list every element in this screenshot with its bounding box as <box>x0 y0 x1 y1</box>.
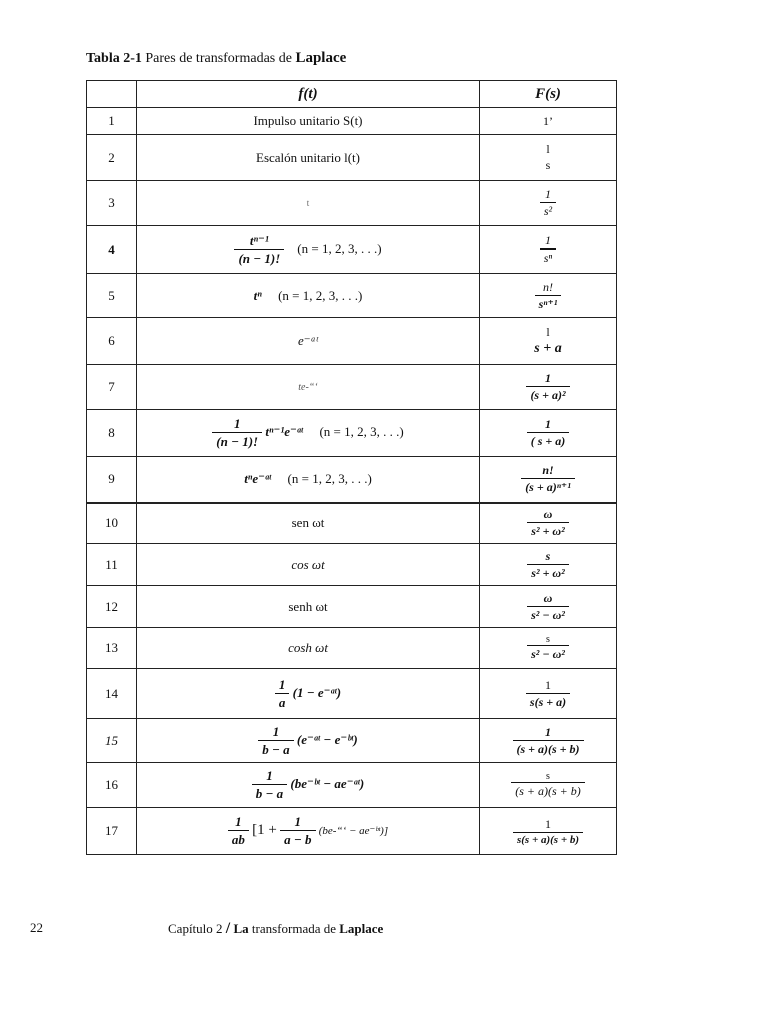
ft-range: (n = 1, 2, 3, . . .) <box>297 240 382 256</box>
row-number: 3 <box>87 181 137 226</box>
row-ft <box>137 719 480 763</box>
row-ft <box>137 226 480 274</box>
running-footer <box>168 920 383 938</box>
ft-numerator: 1 <box>272 723 280 739</box>
ft-text: senh ωt <box>288 598 328 614</box>
ft-text: Escalón unitario l(t) <box>256 149 360 165</box>
table-row <box>87 503 617 544</box>
footer-slash: / <box>225 920 231 937</box>
fs-fraction <box>527 417 570 449</box>
row-fs <box>480 628 617 669</box>
fs-text: 1’ <box>543 113 553 128</box>
table-row <box>87 135 617 181</box>
fs-fraction <box>527 634 569 662</box>
fs-numerator: 1 <box>544 233 551 247</box>
fs-numerator: n! <box>542 463 554 478</box>
row-fs <box>480 226 617 274</box>
fs-numerator: 1 <box>545 724 551 739</box>
ft-fraction <box>228 814 249 848</box>
row-ft <box>137 808 480 855</box>
ft-denominator: (n − 1)! <box>212 432 262 450</box>
table-row <box>87 719 617 763</box>
row-ft <box>137 135 480 181</box>
table-row <box>87 410 617 457</box>
ft-text: tⁿ <box>253 287 262 303</box>
row-ft <box>137 365 480 410</box>
ft-fraction <box>275 677 290 711</box>
row-fs <box>480 365 617 410</box>
fs-fraction <box>521 463 575 495</box>
row-ft <box>137 669 480 719</box>
row-number: 17 <box>87 808 137 855</box>
footer-la: La <box>233 921 249 936</box>
ft-fraction <box>234 233 284 267</box>
table-row <box>87 808 617 855</box>
row-fs <box>480 108 617 135</box>
ft-denominator: ab <box>228 830 249 848</box>
fs-numerator: ω <box>543 590 553 605</box>
fs-denominator: s² − ω² <box>527 645 569 662</box>
fs-denominator: s(s + a) <box>526 693 570 710</box>
row-ft <box>137 457 480 503</box>
ft-text: t <box>306 198 310 208</box>
table-row <box>87 669 617 719</box>
table-row <box>87 181 617 226</box>
header-num <box>87 81 137 108</box>
table-row <box>87 274 617 318</box>
ft-text: cos ωt <box>291 556 325 572</box>
row-fs <box>480 808 617 855</box>
row-fs <box>480 274 617 318</box>
ft-denominator: b − a <box>252 784 287 802</box>
fs-denominator: s + a <box>534 341 562 356</box>
fs-numerator: 1 <box>545 417 551 431</box>
row-ft <box>137 318 480 365</box>
row-fs <box>480 586 617 628</box>
table-row <box>87 628 617 669</box>
ft-tail: (be-“‘ − ae⁻ᵇᵗ)] <box>318 824 389 837</box>
fs-denominator: (s + a)(s + b) <box>511 782 585 799</box>
fs-numerator: 1 <box>545 187 551 201</box>
fs-numerator: l <box>546 142 550 156</box>
row-ft <box>137 763 480 808</box>
row-number: 2 <box>87 135 137 181</box>
ft-text: e⁻ᵃᵗ <box>298 333 318 348</box>
row-ft <box>137 274 480 318</box>
ft-numerator: 1 <box>233 416 241 431</box>
fs-numerator: 1 <box>544 677 551 692</box>
row-fs <box>480 181 617 226</box>
row-number: 16 <box>87 763 137 808</box>
ft-fraction <box>258 724 293 758</box>
fs-fraction <box>527 507 568 539</box>
row-ft <box>137 108 480 135</box>
fs-fraction <box>540 233 556 266</box>
fs-denominator: s <box>545 158 551 172</box>
row-fs <box>480 318 617 365</box>
row-number: 9 <box>87 457 137 503</box>
fs-denominator: s² <box>540 202 556 219</box>
ft-numerator: 1 <box>278 676 286 692</box>
fs-fraction <box>527 591 569 623</box>
ft-range: (n = 1, 2, 3, . . .) <box>287 471 372 487</box>
fs-denominator: s² + ω² <box>527 564 568 581</box>
ft-text: cosh ωt <box>288 640 328 655</box>
fs-fraction <box>542 142 555 173</box>
header-row <box>87 81 617 108</box>
row-ft <box>137 544 480 586</box>
laplace-table <box>86 80 617 855</box>
fs-numerator: s <box>546 634 550 645</box>
fs-denominator: s² + ω² <box>527 522 568 539</box>
ft-numerator: 1 <box>235 814 242 829</box>
caption-text: Pares de transformadas de <box>145 51 292 66</box>
row-number: 14 <box>87 669 137 719</box>
footer-chapter: Capítulo 2 <box>168 921 223 936</box>
row-number: 8 <box>87 410 137 457</box>
row-fs <box>480 503 617 544</box>
row-fs <box>480 135 617 181</box>
fs-fraction <box>526 371 569 403</box>
ft-denominator: b − a <box>258 740 293 758</box>
ft-text: tⁿe⁻ᵃᵗ <box>244 471 272 487</box>
fs-numerator: 1 <box>545 816 551 831</box>
fs-numerator: l <box>546 325 550 339</box>
fs-numerator: n! <box>543 279 553 294</box>
ft-range: (n = 1, 2, 3, . . .) <box>278 287 363 303</box>
fs-fraction <box>513 817 583 846</box>
header-fs: F(s) <box>480 81 617 108</box>
fs-fraction <box>535 280 562 312</box>
fs-numerator: ω <box>543 507 553 522</box>
ft-range: (n = 1, 2, 3, . . .) <box>319 423 404 439</box>
ft-main: (e⁻ᵃᵗ − e⁻ᵇᵗ) <box>296 731 358 747</box>
row-number: 12 <box>87 586 137 628</box>
ft-numerator: tⁿ⁻¹ <box>249 232 269 248</box>
fs-fraction <box>513 725 584 757</box>
table-row <box>87 457 617 503</box>
fs-denominator: sⁿ <box>540 248 556 266</box>
ft-fraction-inner <box>280 814 315 848</box>
row-ft <box>137 503 480 544</box>
ft-numerator-inner: 1 <box>294 814 302 829</box>
row-number: 10 <box>87 503 137 544</box>
row-number: 6 <box>87 318 137 365</box>
ft-denominator: a <box>275 693 290 711</box>
ft-denominator: (n − 1)! <box>234 249 284 267</box>
table-row <box>87 544 617 586</box>
row-number: 15 <box>87 719 137 763</box>
fs-denominator: ( s + a) <box>527 432 570 449</box>
row-number: 7 <box>87 365 137 410</box>
ft-main: [1 + <box>252 821 277 838</box>
table-row <box>87 365 617 410</box>
table-row <box>87 586 617 628</box>
fs-fraction <box>526 678 570 710</box>
fs-fraction <box>540 187 556 219</box>
row-number: 1 <box>87 108 137 135</box>
row-number: 5 <box>87 274 137 318</box>
row-fs <box>480 669 617 719</box>
caption-label: Tabla 2-1 <box>86 51 142 66</box>
fs-denominator: (s + a)² <box>526 386 569 403</box>
fs-denominator: s² − ω² <box>527 606 569 623</box>
ft-main: (be⁻ᵇᵗ − ae⁻ᵃᵗ) <box>290 775 365 791</box>
row-fs <box>480 410 617 457</box>
table-row <box>87 108 617 135</box>
table-caption <box>86 50 346 67</box>
row-fs <box>480 544 617 586</box>
caption-emph: Laplace <box>295 50 347 66</box>
row-fs <box>480 719 617 763</box>
footer-emph: Laplace <box>339 921 384 936</box>
row-number: 4 <box>87 226 137 274</box>
table-row <box>87 226 617 274</box>
ft-denominator-inner: a − b <box>280 830 315 848</box>
ft-text: Impulso unitario S(t) <box>253 113 363 128</box>
row-fs <box>480 763 617 808</box>
footer-text: transformada de <box>251 921 337 936</box>
row-fs <box>480 457 617 503</box>
row-number: 13 <box>87 628 137 669</box>
ft-main: tⁿ⁻¹e⁻ᵃᵗ <box>265 423 304 439</box>
page-number: 22 <box>30 920 43 935</box>
fs-fraction <box>527 549 568 581</box>
fs-fraction <box>530 325 565 357</box>
fs-denominator: (s + a)ⁿ⁺¹ <box>521 478 575 495</box>
header-ft: f(t) <box>137 81 480 108</box>
fs-denominator: (s + a)(s + b) <box>513 740 584 757</box>
fs-fraction <box>511 771 585 799</box>
row-number: 11 <box>87 544 137 586</box>
ft-numerator: 1 <box>266 768 273 783</box>
fs-denominator: sⁿ⁺¹ <box>535 295 562 312</box>
ft-text: te-“‘ <box>298 381 318 393</box>
fs-numerator: 1 <box>544 371 551 385</box>
ft-fraction <box>252 768 287 802</box>
ft-text: sen ωt <box>291 515 325 531</box>
fs-denominator: s(s + a)(s + b) <box>513 832 583 846</box>
fs-numerator: s <box>545 548 551 563</box>
table-row <box>87 763 617 808</box>
row-ft <box>137 181 480 226</box>
row-ft <box>137 628 480 669</box>
ft-main: (1 − e⁻ᵃᵗ) <box>292 684 342 700</box>
fs-numerator: s <box>546 771 550 782</box>
row-ft <box>137 410 480 457</box>
table-row <box>87 318 617 365</box>
ft-fraction <box>212 416 262 450</box>
row-ft <box>137 586 480 628</box>
